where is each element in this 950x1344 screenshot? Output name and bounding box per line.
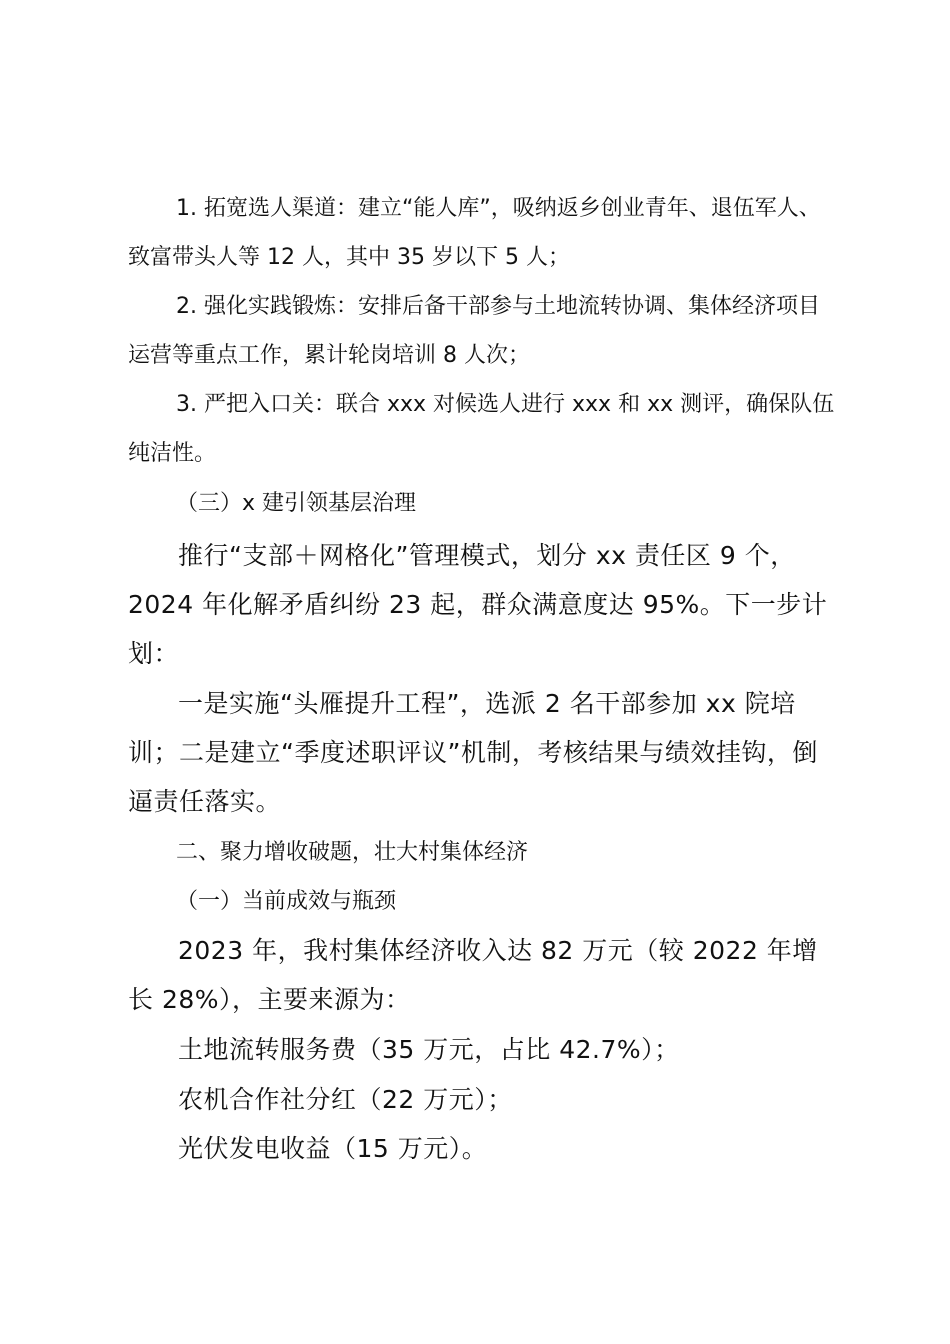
paragraph-entry-check: 3. 严把入口关：联合 xxx 对候选人进行 xxx 和 xx 测评，确保队伍纯洁性。 (128, 392, 835, 466)
subheading-current-results: （一）当前成效与瓶颈 (176, 889, 397, 914)
paragraph-grid-management: 推行“支部＋网格化”管理模式，划分 xx 责任区 9 个，2024 年化解矛盾纠纷 23 起，群众满意度达 95%。下一步计划： (128, 541, 828, 668)
subheading-governance: （三）x 建引领基层治理 (176, 491, 417, 516)
paragraph-income-2023: 2023 年，我村集体经济收入达 82 万元（较 2022 年增长 28%），主要来源为： (128, 936, 818, 1014)
list-item-land-transfer: 土地流转服务费（35 万元，占比 42.7%）； (178, 1035, 680, 1064)
paragraph-talent-pool: 1. 拓宽选人渠道：建立“能人库”，吸纳返乡创业青年、退伍军人、致富带头人等 12 人，其中 35 岁以下 5 人； (128, 196, 821, 270)
list-item-farm-machinery: 农机合作社分红（22 万元）； (178, 1085, 513, 1114)
section-heading-economy: 二、聚力增收破题，壮大村集体经济 (176, 840, 529, 865)
paragraph-next-steps: 一是实施“头雁提升工程”，选派 2 名干部参加 xx 院培训；二是建立“季度述职评议”机制，考核结果与绩效挂钩，倒逼责任落实。 (128, 689, 818, 816)
list-item-solar-power: 光伏发电收益（15 万元）。 (178, 1134, 488, 1163)
paragraph-practice-training: 2. 强化实践锻炼：安排后备干部参与土地流转协调、集体经济项目运营等重点工作，累计轮岗培训 8 人次； (128, 294, 820, 368)
